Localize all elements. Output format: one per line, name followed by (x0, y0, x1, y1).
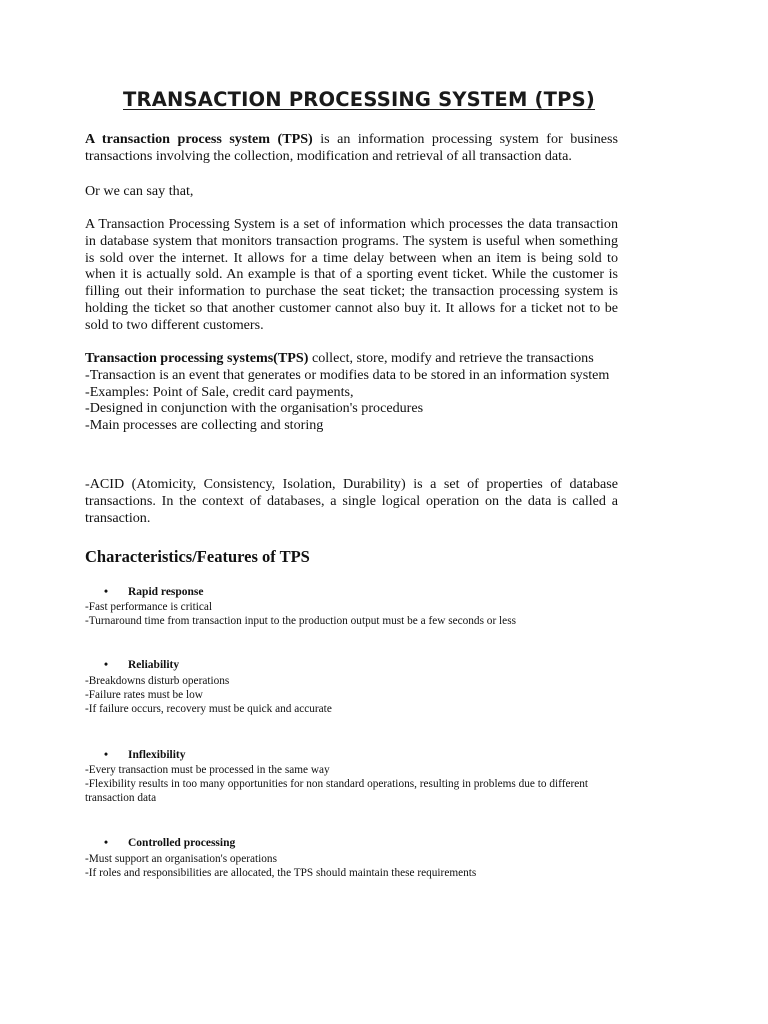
feature-line: -Every transaction must be processed in the same way (85, 764, 330, 776)
tps-line: -Designed in conjunction with the organisation's procedures (85, 400, 424, 417)
feature-line: -If failure occurs, recovery must be quick and accurate (85, 703, 332, 716)
tps-line: -Main processes are collecting and storing (85, 417, 324, 434)
document-title: TRANSACTION PROCESSING SYSTEM (TPS) (123, 88, 596, 111)
bullet-icon: • (104, 837, 109, 849)
acid-paragraph: -ACID (Atomicity, Consistency, Isolation, Durability) is a set of properties of database transactions. In the context of databases, a single logical operation on the data is called a transaction. (85, 476, 618, 526)
feature-title: • Reliability (104, 659, 180, 671)
feature-line: -Fast performance is critical (85, 601, 213, 613)
feature-line: -If roles and responsibilities are allocated, the TPS should maintain these requirements (85, 867, 477, 880)
bullet-icon: • (104, 659, 109, 671)
definition-paragraph: A Transaction Processing System is a set of information which processes the data transaction in database system that monitors transaction programs. The system is useful when something is sold over the internet. It allows for a time delay between when an item is being sold to when it is actually sold. An example is that of a sporting event ticket. While the customer is filling out their information to purchase the seat ticket; the transaction processing system is holding the ticket so that another customer cannot also buy it. It allows for a ticket not to be sold to two different customers. (85, 216, 618, 333)
feature-lines (85, 674, 332, 717)
intro-lead: A transaction process system (TPS) (85, 131, 313, 147)
feature-lines (85, 763, 588, 806)
bullet-icon: • (104, 749, 109, 761)
feature-line: -Turnaround time from transaction input to the production output must be a few seconds or less (85, 615, 516, 628)
feature-line: -Flexibility results in too many opportunities for non standard operations, resulting in problems due to different (85, 778, 589, 791)
tps-lead: Transaction processing systems(TPS) (85, 350, 309, 366)
feature-lines (85, 852, 476, 880)
or-say-paragraph: Or we can say that, (85, 183, 194, 199)
feature-title: • Inflexibility (104, 749, 186, 761)
feature-line: transaction data (85, 792, 157, 805)
feature-title: • Rapid response (104, 586, 204, 598)
tps-lead-rest: collect, store, modify and retrieve the transactions (308, 350, 594, 366)
feature-line: -Failure rates must be low (85, 689, 203, 702)
tps-block-first-line (85, 350, 618, 367)
intro-text: is an information processing system for business transactions involving the collection, modification and retrieval of all transaction data. (85, 131, 618, 164)
feature-lines (85, 600, 516, 628)
bullet-icon: • (104, 586, 109, 598)
feature-line: -Must support an organisation's operations (85, 853, 277, 865)
tps-line: -Examples: Point of Sale, credit card payments, (85, 383, 354, 400)
features-heading: Characteristics/Features of TPS (85, 547, 310, 566)
tps-block (85, 350, 618, 434)
tps-line: -Transaction is an event that generates or modifies data to be stored in an information system (85, 366, 610, 383)
feature-line: -Breakdowns disturb operations (85, 675, 230, 687)
intro-paragraph (85, 131, 618, 165)
feature-title: • Controlled processing (104, 837, 236, 849)
